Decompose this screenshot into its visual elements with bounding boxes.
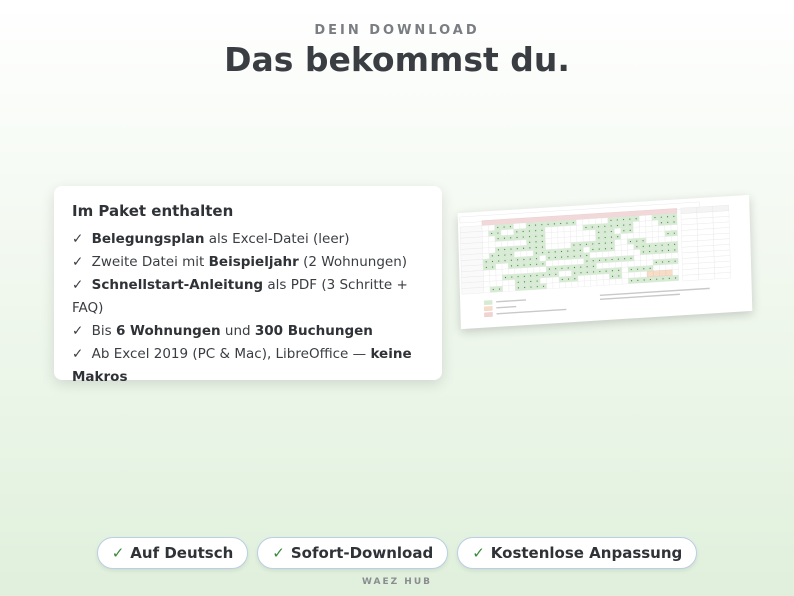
- sheet-cell: [672, 269, 678, 275]
- sheet-cell: [616, 279, 622, 285]
- sheet-cell: [627, 233, 633, 239]
- sheet-cell: [584, 275, 590, 281]
- sheet-cell: [603, 279, 609, 285]
- package-title: Im Paket enthalten: [72, 202, 234, 220]
- sheet-cell: [540, 267, 546, 273]
- sheet-cell: [559, 271, 565, 277]
- brand-footer: WAEZ HUB: [362, 577, 432, 587]
- sheet-cell: [577, 236, 583, 242]
- badge-free-customization: [457, 537, 697, 569]
- list-item: [72, 320, 424, 343]
- sheet-cell: [521, 268, 527, 274]
- sheet-cell: [527, 250, 533, 256]
- sheet-cell: [653, 265, 659, 271]
- item-text: (2 Wohnungen): [298, 254, 408, 270]
- list-item: [72, 343, 424, 389]
- sheet-cell: [622, 273, 628, 279]
- item-bold: Beispieljahr: [208, 254, 299, 270]
- sheet-cell: [496, 280, 502, 286]
- sheet-cell: [622, 267, 628, 273]
- sheet-cell: [653, 271, 659, 277]
- list-item: [72, 228, 424, 251]
- check-icon: ✓: [72, 231, 84, 247]
- item-bold: 300 Buchungen: [254, 323, 373, 339]
- sheet-cell: [551, 232, 557, 238]
- sheet-cell: [658, 225, 664, 231]
- sheet-cell: [659, 253, 665, 259]
- badge-row: [0, 537, 794, 569]
- sheet-cell: [484, 287, 490, 293]
- sheet-cell: [621, 245, 627, 251]
- check-icon: ✓: [72, 254, 84, 270]
- sheet-cell: [488, 225, 494, 231]
- item-text: Zweite Datei mit: [91, 254, 209, 270]
- sheet-cell: [551, 227, 557, 233]
- sheet-cell: [640, 255, 646, 261]
- sheet-cell: [639, 215, 645, 221]
- sheet-cell: [639, 221, 645, 227]
- sheet-cell: [502, 280, 508, 286]
- sheet-cell: [482, 231, 488, 237]
- sheet-cell: [545, 233, 551, 239]
- sheet-cell: [627, 244, 633, 250]
- sheet-cell: [572, 281, 578, 287]
- sheet-cell: [484, 306, 492, 311]
- sheet-cell: [646, 232, 652, 238]
- badge-instant-download: [257, 537, 448, 569]
- sheet-cell: [514, 240, 520, 246]
- sheet-cell: [502, 263, 508, 269]
- sheet-cell: [527, 267, 533, 273]
- sheet-cell: [602, 251, 608, 257]
- sheet-cell: [634, 261, 640, 267]
- sheet-cell: [571, 237, 577, 243]
- sheet-cell: [501, 230, 507, 236]
- sheet-cell: [641, 271, 647, 277]
- sheet-cell: [520, 223, 526, 229]
- sheet-cell: [595, 218, 601, 224]
- check-icon: ✓: [72, 323, 84, 339]
- sheet-cell: [501, 241, 507, 247]
- sheet-cell: [578, 275, 584, 281]
- sheet-cell: [634, 272, 640, 278]
- sheet-cell: [640, 232, 646, 238]
- sheet-cell: [552, 243, 558, 249]
- sheet-cell: [596, 263, 602, 269]
- sheet-cell: [462, 287, 484, 294]
- item-text: Ab Excel 2019 (PC & Mac), LibreOffice —: [91, 346, 371, 362]
- sheet-cell: [552, 238, 558, 244]
- sheet-cell: [578, 281, 584, 287]
- sheet-cell: [699, 273, 715, 280]
- sheet-cell: [628, 250, 634, 256]
- sheet-cell: [484, 300, 492, 305]
- list-item: [72, 274, 424, 320]
- sheet-cell: [633, 227, 639, 233]
- sheet-cell: [614, 228, 620, 234]
- sheet-cell: [589, 219, 595, 225]
- badge-german: [97, 537, 249, 569]
- item-bold: Schnellstart-Anleitung: [91, 277, 264, 293]
- sheet-cell: [565, 259, 571, 265]
- sheet-cell: [615, 239, 621, 245]
- sheet-cell: [484, 312, 492, 317]
- sheet-cell: [589, 235, 595, 241]
- item-text: und: [220, 323, 255, 339]
- check-icon: ✓: [72, 277, 84, 293]
- sheet-cell: [496, 309, 566, 315]
- sheet-cell: [513, 223, 519, 229]
- sheet-cell: [570, 225, 576, 231]
- sheet-cell: [652, 237, 658, 243]
- sheet-cell: [603, 274, 609, 280]
- check-icon: ✓: [272, 544, 285, 562]
- sheet-cell: [615, 251, 621, 257]
- sheet-cell: [584, 281, 590, 287]
- sheet-cell: [540, 278, 546, 284]
- sheet-cell: [559, 282, 565, 288]
- badge-label: Sofort-Download: [290, 544, 434, 562]
- sheet-cell: [646, 237, 652, 243]
- sheet-cell: [659, 237, 665, 243]
- sheet-cell: [600, 288, 710, 296]
- check-icon: ✓: [111, 544, 125, 562]
- sheet-cell: [621, 233, 627, 239]
- sheet-cell: [540, 255, 546, 261]
- sheet-cell: [490, 281, 496, 287]
- package-list: [72, 228, 424, 389]
- sheet-cell: [552, 260, 558, 266]
- sheet-cell: [672, 253, 678, 259]
- sheet-cell: [489, 236, 495, 242]
- sheet-cell: [496, 275, 502, 281]
- spreadsheet-preview: [456, 198, 754, 326]
- sheet-cell: [652, 226, 658, 232]
- sheet-cell: [640, 227, 646, 233]
- sheet-cell: [520, 240, 526, 246]
- sheet-cell: [715, 272, 731, 279]
- list-item: [72, 251, 424, 274]
- sheet-cell: [490, 270, 496, 276]
- sheet-cell: [597, 280, 603, 286]
- sheet-cell: [633, 233, 639, 239]
- sheet-cell: [597, 274, 603, 280]
- item-bold: 6 Wohnungen: [115, 323, 221, 339]
- sheet-cell: [545, 227, 551, 233]
- sheet-cell: [509, 285, 515, 291]
- sheet-cell: [496, 306, 516, 309]
- sheet-cell: [553, 283, 559, 289]
- package-card: [54, 186, 442, 385]
- sheet-cell: [665, 253, 671, 259]
- sheet-cell: [489, 242, 495, 248]
- sheet-cell: [647, 260, 653, 266]
- sheet-cell: [496, 269, 502, 275]
- sheet-cell: [489, 247, 495, 253]
- sheet-cell: [507, 229, 513, 235]
- sheet-cell: [546, 261, 552, 267]
- sheet-cell: [615, 245, 621, 251]
- sheet-cell: [645, 215, 651, 221]
- sheet-cell: [546, 277, 552, 283]
- page-title: Das bekommst du.: [224, 40, 570, 79]
- sheet-cell: [634, 249, 640, 255]
- sheet-cell: [521, 251, 527, 257]
- sheet-cell: [665, 236, 671, 242]
- sheet-cell: [652, 220, 658, 226]
- sheet-cell: [590, 252, 596, 258]
- sheet-cell: [622, 278, 628, 284]
- sheet-cell: [659, 265, 665, 271]
- sheet-cell: [596, 252, 602, 258]
- sheet-cell: [496, 299, 526, 302]
- badge-label: Kostenlose Anpassung: [490, 544, 683, 562]
- sheet-cell: [666, 264, 672, 270]
- sheet-cell: [628, 261, 634, 267]
- sheet-cell: [483, 253, 489, 259]
- sheet-cell: [652, 231, 658, 237]
- spreadsheet-graphic: [458, 195, 753, 329]
- item-text: als PDF (3 Schritte + FAQ): [72, 277, 408, 316]
- sheet-cell: [609, 251, 615, 257]
- sheet-cell: [482, 225, 488, 231]
- sheet-cell: [496, 264, 502, 270]
- sheet-cell: [671, 236, 677, 242]
- sheet-cell: [482, 236, 488, 242]
- sheet-cell: [591, 280, 597, 286]
- sheet-cell: [482, 242, 488, 248]
- sheet-cell: [665, 225, 671, 231]
- sheet-cell: [646, 221, 652, 227]
- sheet-cell: [615, 262, 621, 268]
- sheet-cell: [647, 254, 653, 260]
- sheet-cell: [589, 230, 595, 236]
- sheet-cell: [508, 240, 514, 246]
- sheet-cell: [603, 263, 609, 269]
- sheet-cell: [601, 218, 607, 224]
- sheet-cell: [564, 231, 570, 237]
- sheet-cell: [609, 279, 615, 285]
- sheet-cell: [583, 236, 589, 242]
- sheet-cell: [576, 219, 582, 225]
- sheet-cell: [583, 230, 589, 236]
- sheet-cell: [508, 268, 514, 274]
- sheet-cell: [628, 272, 634, 278]
- sheet-cell: [577, 231, 583, 237]
- sheet-cell: [483, 276, 489, 282]
- sheet-cell: [577, 259, 583, 265]
- sheet-cell: [515, 268, 521, 274]
- eyebrow: DEIN DOWNLOAD: [314, 23, 480, 38]
- item-bold: Belegungsplan: [91, 231, 205, 247]
- sheet-cell: [683, 274, 699, 281]
- sheet-cell: [484, 281, 490, 287]
- sheet-cell: [558, 243, 564, 249]
- sheet-cell: [558, 232, 564, 238]
- sheet-cell: [672, 264, 678, 270]
- sheet-cell: [671, 225, 677, 231]
- sheet-cell: [553, 277, 559, 283]
- sheet-cell: [647, 271, 653, 277]
- sheet-cell: [659, 231, 665, 237]
- sheet-cell: [509, 280, 515, 286]
- spreadsheet-image: [458, 195, 753, 329]
- sheet-cell: [633, 221, 639, 227]
- sheet-cell: [621, 239, 627, 245]
- sheet-cell: [558, 226, 564, 232]
- sheet-cell: [660, 270, 666, 276]
- sheet-cell: [609, 262, 615, 268]
- sheet-cell: [653, 254, 659, 260]
- sheet-cell: [666, 270, 672, 276]
- check-icon: ✓: [72, 346, 84, 362]
- sheet-cell: [565, 282, 571, 288]
- badge-label: Auf Deutsch: [130, 544, 234, 562]
- sheet-cell: [564, 237, 570, 243]
- sheet-cell: [583, 247, 589, 253]
- check-icon: ✓: [472, 544, 485, 562]
- sheet-cell: [583, 219, 589, 225]
- sheet-cell: [558, 237, 564, 243]
- sheet-cell: [490, 275, 496, 281]
- sheet-cell: [571, 259, 577, 265]
- sheet-cell: [534, 267, 540, 273]
- sheet-cell: [503, 286, 509, 292]
- sheet-cell: [564, 226, 570, 232]
- sheet-cell: [634, 255, 640, 261]
- sheet-cell: [570, 231, 576, 237]
- item-bold: keine Makros: [72, 346, 412, 385]
- sheet-cell: [576, 225, 582, 231]
- sheet-cell: [514, 251, 520, 257]
- sheet-cell: [646, 226, 652, 232]
- sheet-cell: [547, 283, 553, 289]
- sheet-cell: [565, 271, 571, 277]
- sheet-cell: [590, 275, 596, 281]
- item-text: Bis: [91, 323, 116, 339]
- sheet-cell: [640, 260, 646, 266]
- sheet-cell: [545, 238, 551, 244]
- item-text: als Excel-Datei (leer): [204, 231, 350, 247]
- sheet-cell: [622, 261, 628, 267]
- sheet-cell: [495, 241, 501, 247]
- sheet-cell: [502, 269, 508, 275]
- sheet-cell: [564, 243, 570, 249]
- sheet-cell: [483, 270, 489, 276]
- sheet-cell: [546, 244, 552, 250]
- sheet-cell: [621, 250, 627, 256]
- sheet-cell: [559, 260, 565, 266]
- sheet-cell: [483, 248, 489, 254]
